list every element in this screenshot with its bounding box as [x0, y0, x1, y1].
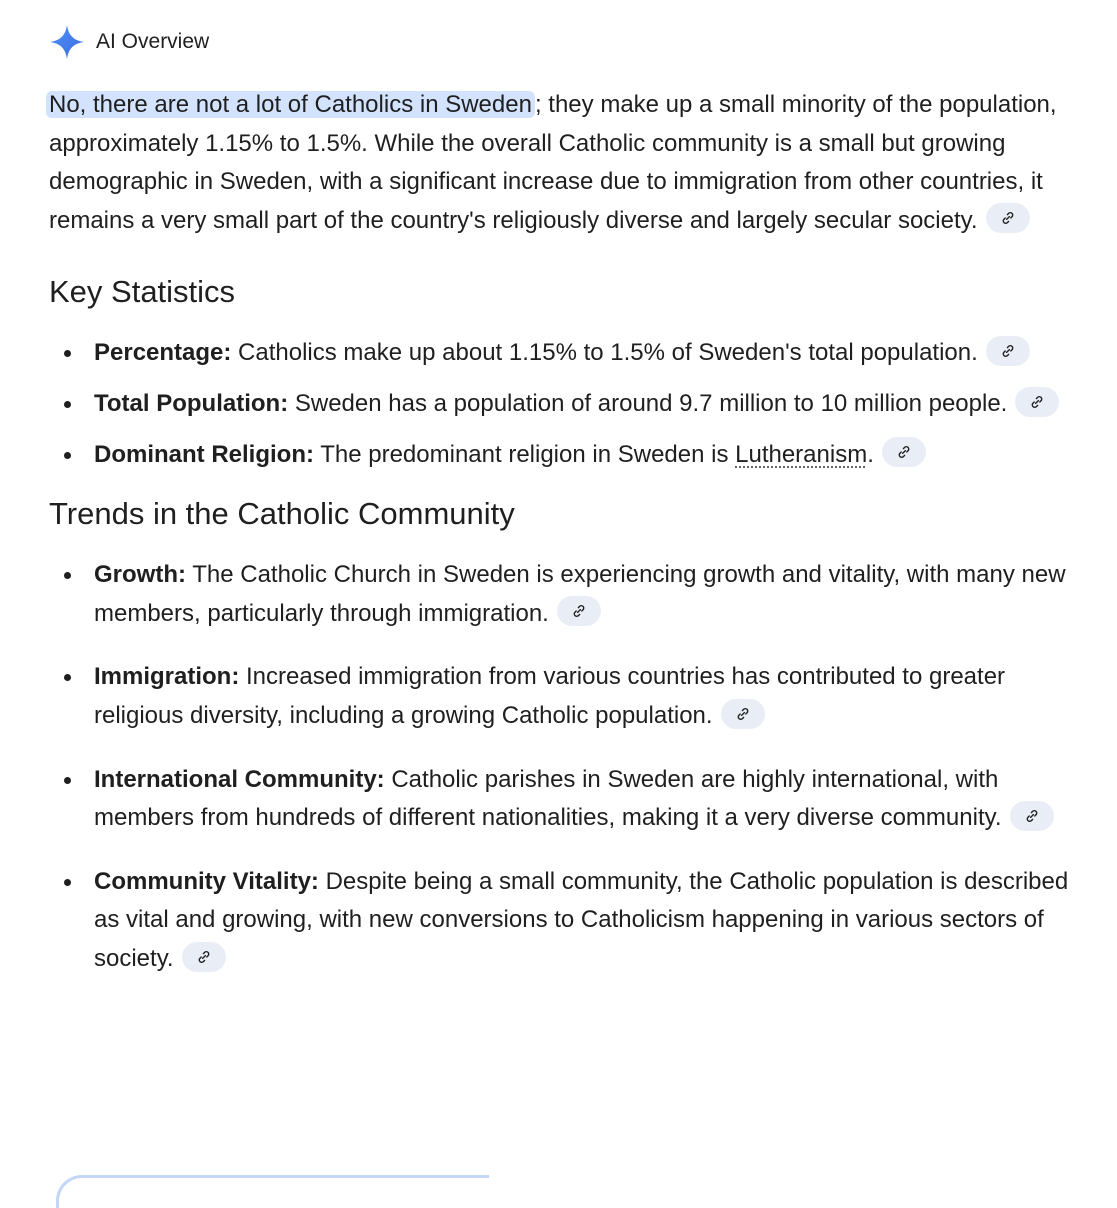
- list-item: [49, 556, 1089, 633]
- link-icon: [735, 706, 751, 722]
- item-term: Growth:: [94, 561, 186, 589]
- trends-heading: Trends in the Catholic Community: [49, 496, 515, 532]
- bullet: [64, 452, 71, 459]
- link-icon: [571, 603, 587, 619]
- item-term: International Community:: [94, 765, 385, 793]
- key-statistics-list: [49, 334, 1089, 474]
- item-text: Increased immigration from various countries has contributed to greater religious diversity, including a growing Catholic population.: [94, 663, 1006, 729]
- item-text: Catholic parishes in Sweden are highly international, with members from hundreds of different nationalities, making it a very diverse community.: [94, 765, 1002, 832]
- item-text: The predominant religion in Sweden is: [313, 440, 736, 468]
- source-link-button[interactable]: [986, 203, 1030, 233]
- source-link-button[interactable]: [1015, 387, 1059, 417]
- item-text: The Catholic Church in Sweden is experiencing growth and vitality, with many new members, particularly through immigration.: [94, 561, 1066, 627]
- bullet: [64, 674, 71, 681]
- link-icon: [1024, 808, 1040, 824]
- item-term: Total Population:: [94, 389, 289, 417]
- highlighted-answer[interactable]: No, there are not a lot of Catholics in Sweden: [46, 91, 535, 118]
- list-item: [49, 385, 1089, 424]
- link-icon: [1000, 210, 1016, 226]
- item-term: Immigration:: [94, 663, 240, 691]
- source-link-button[interactable]: [182, 942, 226, 972]
- lutheranism-link[interactable]: Lutheranism: [735, 440, 868, 468]
- list-item: [49, 863, 1089, 979]
- list-item: [49, 761, 1089, 838]
- list-item: [49, 334, 1089, 373]
- item-text: Despite being a small community, the Catholic population is described as vital and growing, with new conversions to Catholicism happening in various sectors of society.: [94, 867, 1069, 972]
- bullet: [64, 572, 71, 579]
- source-link-button[interactable]: [721, 699, 765, 729]
- intro-paragraph: [49, 86, 1089, 240]
- key-statistics-heading: Key Statistics: [49, 274, 236, 310]
- trends-list: [49, 556, 1089, 978]
- item-term: Dominant Religion:: [94, 440, 314, 468]
- list-item: [49, 436, 1089, 475]
- link-icon: [1029, 394, 1045, 410]
- link-icon: [196, 949, 212, 965]
- source-link-button[interactable]: [882, 437, 926, 467]
- show-more-container-edge: [56, 1175, 489, 1208]
- bullet: [64, 777, 71, 784]
- ai-overview-header: [48, 22, 209, 62]
- item-text: Catholics make up about 1.15% to 1.5% of Sweden's total population.: [231, 339, 978, 367]
- item-text: Sweden has a population of around 9.7 million to 10 million people.: [288, 389, 1008, 417]
- link-icon: [1000, 343, 1016, 359]
- source-link-button[interactable]: [986, 336, 1030, 366]
- link-icon: [896, 444, 912, 460]
- source-link-button[interactable]: [1010, 801, 1054, 831]
- list-item: [49, 658, 1089, 735]
- ai-overview-title: AI Overview: [96, 30, 210, 53]
- sparkle-icon: [48, 23, 86, 61]
- source-link-button[interactable]: [557, 596, 601, 626]
- bullet: [64, 879, 71, 886]
- item-term: Community Vitality:: [94, 867, 319, 895]
- bullet: [64, 350, 71, 357]
- item-text-end: .: [867, 440, 874, 468]
- ai-overview-content: [49, 86, 1089, 1004]
- item-term: Percentage:: [94, 339, 232, 367]
- bullet: [64, 401, 71, 408]
- intro-text: ; they make up a small minority of the population, approximately 1.15% to 1.5%. While the overall Catholic community is a small but growing demographic in Sweden, with a significant increase due to immigration from other countries, it remains a very small part of the country's religiously diverse and largely secular society.: [49, 91, 1057, 234]
